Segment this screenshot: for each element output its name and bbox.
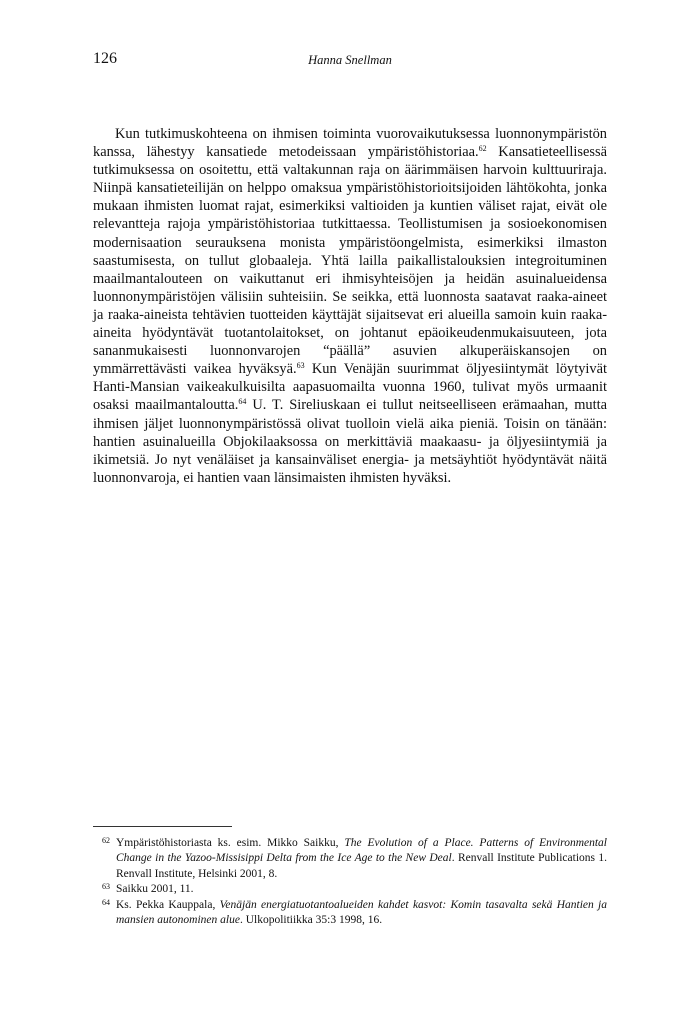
footnote-title: Venäjän energiatuotantoalueiden kahdet kasvot: Komin tasavalta sekä Hantien ja mansien autonominen alue xyxy=(116,898,608,927)
footnote-reference[interactable]: 63 xyxy=(296,361,305,371)
running-head-author: Hanna Snellman xyxy=(308,53,392,67)
footnote-title: The Evolution of a Place. Patterns of Environmental Change in the Yazoo-Missisippi Delta from the Ice Age to the New Deal xyxy=(116,837,607,865)
footnote-text: Ks. Pekka Kauppala, xyxy=(116,898,220,911)
body-sentence: Kun tutkimuskohteena on ihmisen toiminta vuorovaikutuksessa luonnonympäristön kanssa, lähestyy kansatiede metodeissaan ympäristöhistoriaa. xyxy=(93,126,607,161)
footnote-reference[interactable]: 62 xyxy=(478,144,487,154)
footnote-text: Saikku 2001, 11. xyxy=(116,883,194,896)
footnote-number: 63 xyxy=(102,882,110,892)
footnote xyxy=(93,898,607,929)
body-sentence: Kansatieteellisessä tutkimuksessa on osoitettu, että valtakunnan raja on äärimmäisen harvoin kulttuuriraja. Niinpä kansatieteilijän on helppo omaksua ympäristöhistorioitsijoiden lähtökohta, jonka mukaan ihmisten luomat rajat, esimerkiksi valtioiden ja kuntien väliset rajat, eivät ole relevantteja rajoja ympäristöhistoriaa tutkittaessa. Teollistumisen ja sosioekonomisen modernisaation seurauksena monista ympäristöongelmista, esimerkiksi ilmaston saastumisesta, on tullut globaaleja. Yhtä lailla paikallistalouksien integroituminen maailmantalouteen on vaikuttanut eri ihmisyhteisöjen ja heidän asuinalueidensa luonnonympäristöjen välisiin suhteisiin. Se seikka, että luonnosta saatavat raaka-aineet ja raaka-aineista tehtävien tuotteiden käyttäjät sijaitsevat eri alueilla samoin kuin raaka-aineita hyödyntävät tuotantolaitokset, on johtanut epäoikeudenmukaisuuteen, jota sananmukaisesti luonnonvarojen “päällä” asuvien alkuperäiskansojen on ymmärrettävästi vaikea hyväksyä. xyxy=(93,144,607,378)
body-sentence: U. T. Sireliuskaan ei tullut neitseelliseen erämaahan, mutta ihmisen jäljet luonnonympäristössä olivat tuolloin vielä aika pieniä. Toisin on tänään: hantien asuinalueilla Objokilaaksossa on merkittäviä maakaasu- ja öljyesiintymiä ja ikimetsiä. Jo nyt venäläiset ja kansainväliset energia- ja metsäyhtiöt hyödyntävät näitä luonnonvaroja, ei hantien vaan länsimaisten ihmisten hyväksi. xyxy=(93,397,607,486)
footnotes xyxy=(93,836,607,928)
footnote-number: 62 xyxy=(102,836,110,845)
body-paragraph xyxy=(93,125,607,487)
footnote-divider xyxy=(93,826,232,827)
footnote-text: . Renvall Institute Publications 1. Renvall Institute, Helsinki 2001, 8. xyxy=(116,852,607,880)
page-number: 126 xyxy=(93,50,117,67)
footnote xyxy=(93,836,607,882)
footnote-reference[interactable]: 64 xyxy=(238,397,247,407)
footnote-text: Ympäristöhistoriasta ks. esim. Mikko Saikku, xyxy=(116,837,345,849)
body-sentence: Kun Venäjän suurimmat öljyesiintymät löytyivät Hanti-Mansian vaikeakulkuisilta aapasuomailta vuonna 1960, tulivat myös urmaanit osaksi maailmantaloutta. xyxy=(93,361,607,414)
page-header xyxy=(93,49,607,71)
footnote-number: 64 xyxy=(102,897,110,907)
footnote xyxy=(93,882,607,897)
footnote-text: . Ulkopolitiikka 35:3 1998, 16. xyxy=(239,914,383,927)
